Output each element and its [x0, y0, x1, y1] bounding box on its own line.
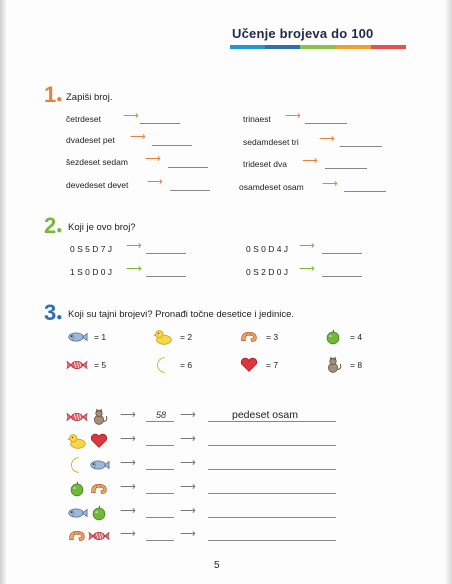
answer-blank[interactable]	[146, 276, 186, 277]
s2-left-item: 1 S 0 D 0 J	[70, 267, 113, 277]
answer-blank[interactable]	[168, 167, 208, 168]
section-1-title: Zapiši broj.	[66, 92, 113, 103]
fish-icon	[66, 504, 88, 522]
s2-right-item: 0 S 2 D 0 J	[246, 267, 289, 277]
title-bar-segment	[300, 45, 335, 49]
legend-value: = 7	[266, 360, 279, 370]
legend-value: = 2	[180, 332, 193, 342]
shrimp-icon	[88, 480, 110, 498]
arrow-right-icon: ⟶	[120, 409, 136, 421]
page-edge-left	[0, 0, 6, 584]
answer-blank[interactable]	[340, 146, 382, 147]
title-color-bar	[230, 45, 406, 49]
shrimp-icon	[238, 328, 260, 346]
title-bar-segment	[230, 45, 265, 49]
heart-icon	[238, 356, 260, 374]
arrow-right-icon: ⟶	[180, 457, 196, 469]
words-answer-blank[interactable]	[208, 517, 336, 518]
candy-icon	[66, 356, 88, 374]
section-3-title: Koji su tajni brojevi? Pronađi točne desetice i jedinice.	[68, 309, 295, 320]
arrow-right-icon: ⟶	[180, 528, 196, 540]
number-answer-blank[interactable]	[146, 445, 174, 446]
apple-icon	[88, 504, 110, 522]
arrow-right-icon: ⟶	[147, 176, 163, 188]
section-2-dot: ●	[56, 225, 63, 236]
arrow-right-icon: ⟶	[126, 240, 142, 252]
answer-blank[interactable]	[152, 145, 192, 146]
heart-icon	[88, 432, 110, 450]
apple-icon	[322, 328, 344, 346]
title-bar-segment	[371, 45, 406, 49]
answer-blank[interactable]	[344, 191, 386, 192]
s1-left-item: četrdeset	[66, 114, 101, 124]
legend-value: = 5	[94, 360, 107, 370]
answer-blank[interactable]	[146, 253, 186, 254]
arrow-right-icon: ⟶	[180, 409, 196, 421]
number-answer-blank[interactable]	[146, 421, 174, 422]
s1-right-item: sedamdeset tri	[243, 137, 299, 147]
shrimp-icon	[66, 527, 88, 545]
legend-value: = 1	[94, 332, 107, 342]
words-answer: pedeset osam	[232, 409, 298, 421]
arrow-right-icon: ⟶	[130, 131, 146, 143]
words-answer-blank[interactable]	[208, 540, 336, 541]
arrow-right-icon: ⟶	[123, 110, 139, 122]
section-1-number	[44, 84, 62, 106]
s1-left-item: devedeset devet	[66, 180, 129, 190]
title-bar-segment	[265, 45, 300, 49]
answer-blank[interactable]	[325, 168, 367, 169]
legend-value: = 3	[266, 332, 279, 342]
section-1-digit: 1	[44, 82, 57, 107]
number-answer-blank[interactable]	[146, 517, 174, 518]
cat-icon	[88, 408, 110, 426]
candy-icon	[88, 527, 110, 545]
answer-blank[interactable]	[305, 123, 347, 124]
answer-blank[interactable]	[322, 276, 362, 277]
page-number: 5	[214, 560, 220, 571]
number-answer-blank[interactable]	[146, 493, 174, 494]
s1-left-item: šezdeset sedam	[66, 157, 128, 167]
number-answer-blank[interactable]	[146, 540, 174, 541]
section-3-digit: 3	[44, 300, 57, 325]
section-2-title: Koji je ovo broj?	[68, 222, 136, 233]
s1-left-item: dvadeset pet	[66, 135, 115, 145]
number-answer-blank[interactable]	[146, 469, 174, 470]
s2-left-item: 0 S 5 D 7 J	[70, 244, 113, 254]
candy-icon	[66, 408, 88, 426]
arrow-right-icon: ⟶	[120, 433, 136, 445]
answer-blank[interactable]	[140, 123, 180, 124]
page-edge-right	[446, 0, 452, 584]
words-answer-blank[interactable]	[208, 469, 336, 470]
moon-icon	[152, 356, 174, 374]
arrow-right-icon: ⟶	[299, 263, 315, 275]
arrow-right-icon: ⟶	[319, 133, 335, 145]
arrow-right-icon: ⟶	[302, 155, 318, 167]
legend-value: = 6	[180, 360, 193, 370]
arrow-right-icon: ⟶	[180, 505, 196, 517]
words-answer-blank[interactable]	[208, 421, 336, 422]
arrow-right-icon: ⟶	[180, 481, 196, 493]
arrow-right-icon: ⟶	[285, 110, 301, 122]
moon-icon	[66, 456, 88, 474]
apple-icon	[66, 480, 88, 498]
legend-value: = 4	[350, 332, 363, 342]
arrow-right-icon: ⟶	[120, 457, 136, 469]
page-title: Učenje brojeva do 100	[232, 26, 374, 41]
duck-icon	[152, 328, 174, 346]
title-bar-segment	[336, 45, 371, 49]
s1-right-item: trinaest	[243, 114, 271, 124]
section-3-dot: ●	[56, 312, 63, 323]
section-2-number	[44, 215, 62, 237]
arrow-right-icon: ⟶	[299, 240, 315, 252]
arrow-right-icon: ⟶	[120, 528, 136, 540]
arrow-right-icon: ⟶	[180, 433, 196, 445]
fish-icon	[88, 456, 110, 474]
words-answer-blank[interactable]	[208, 493, 336, 494]
fish-icon	[66, 328, 88, 346]
s1-right-item: osamdeset osam	[239, 182, 304, 192]
number-answer: 58	[156, 410, 167, 420]
legend-value: = 8	[350, 360, 363, 370]
arrow-right-icon: ⟶	[322, 178, 338, 190]
cat-icon	[322, 356, 344, 374]
words-answer-blank[interactable]	[208, 445, 336, 446]
section-1-dot: ●	[56, 94, 63, 105]
arrow-right-icon: ⟶	[120, 481, 136, 493]
arrow-right-icon: ⟶	[126, 263, 142, 275]
answer-blank[interactable]	[322, 253, 362, 254]
arrow-right-icon: ⟶	[120, 505, 136, 517]
arrow-right-icon: ⟶	[145, 153, 161, 165]
s1-right-item: trideset dva	[243, 159, 287, 169]
duck-icon	[66, 432, 88, 450]
answer-blank[interactable]	[170, 190, 210, 191]
section-2-digit: 2	[44, 213, 57, 238]
s2-right-item: 0 S 0 D 4 J	[246, 244, 289, 254]
section-3-number	[44, 302, 62, 324]
